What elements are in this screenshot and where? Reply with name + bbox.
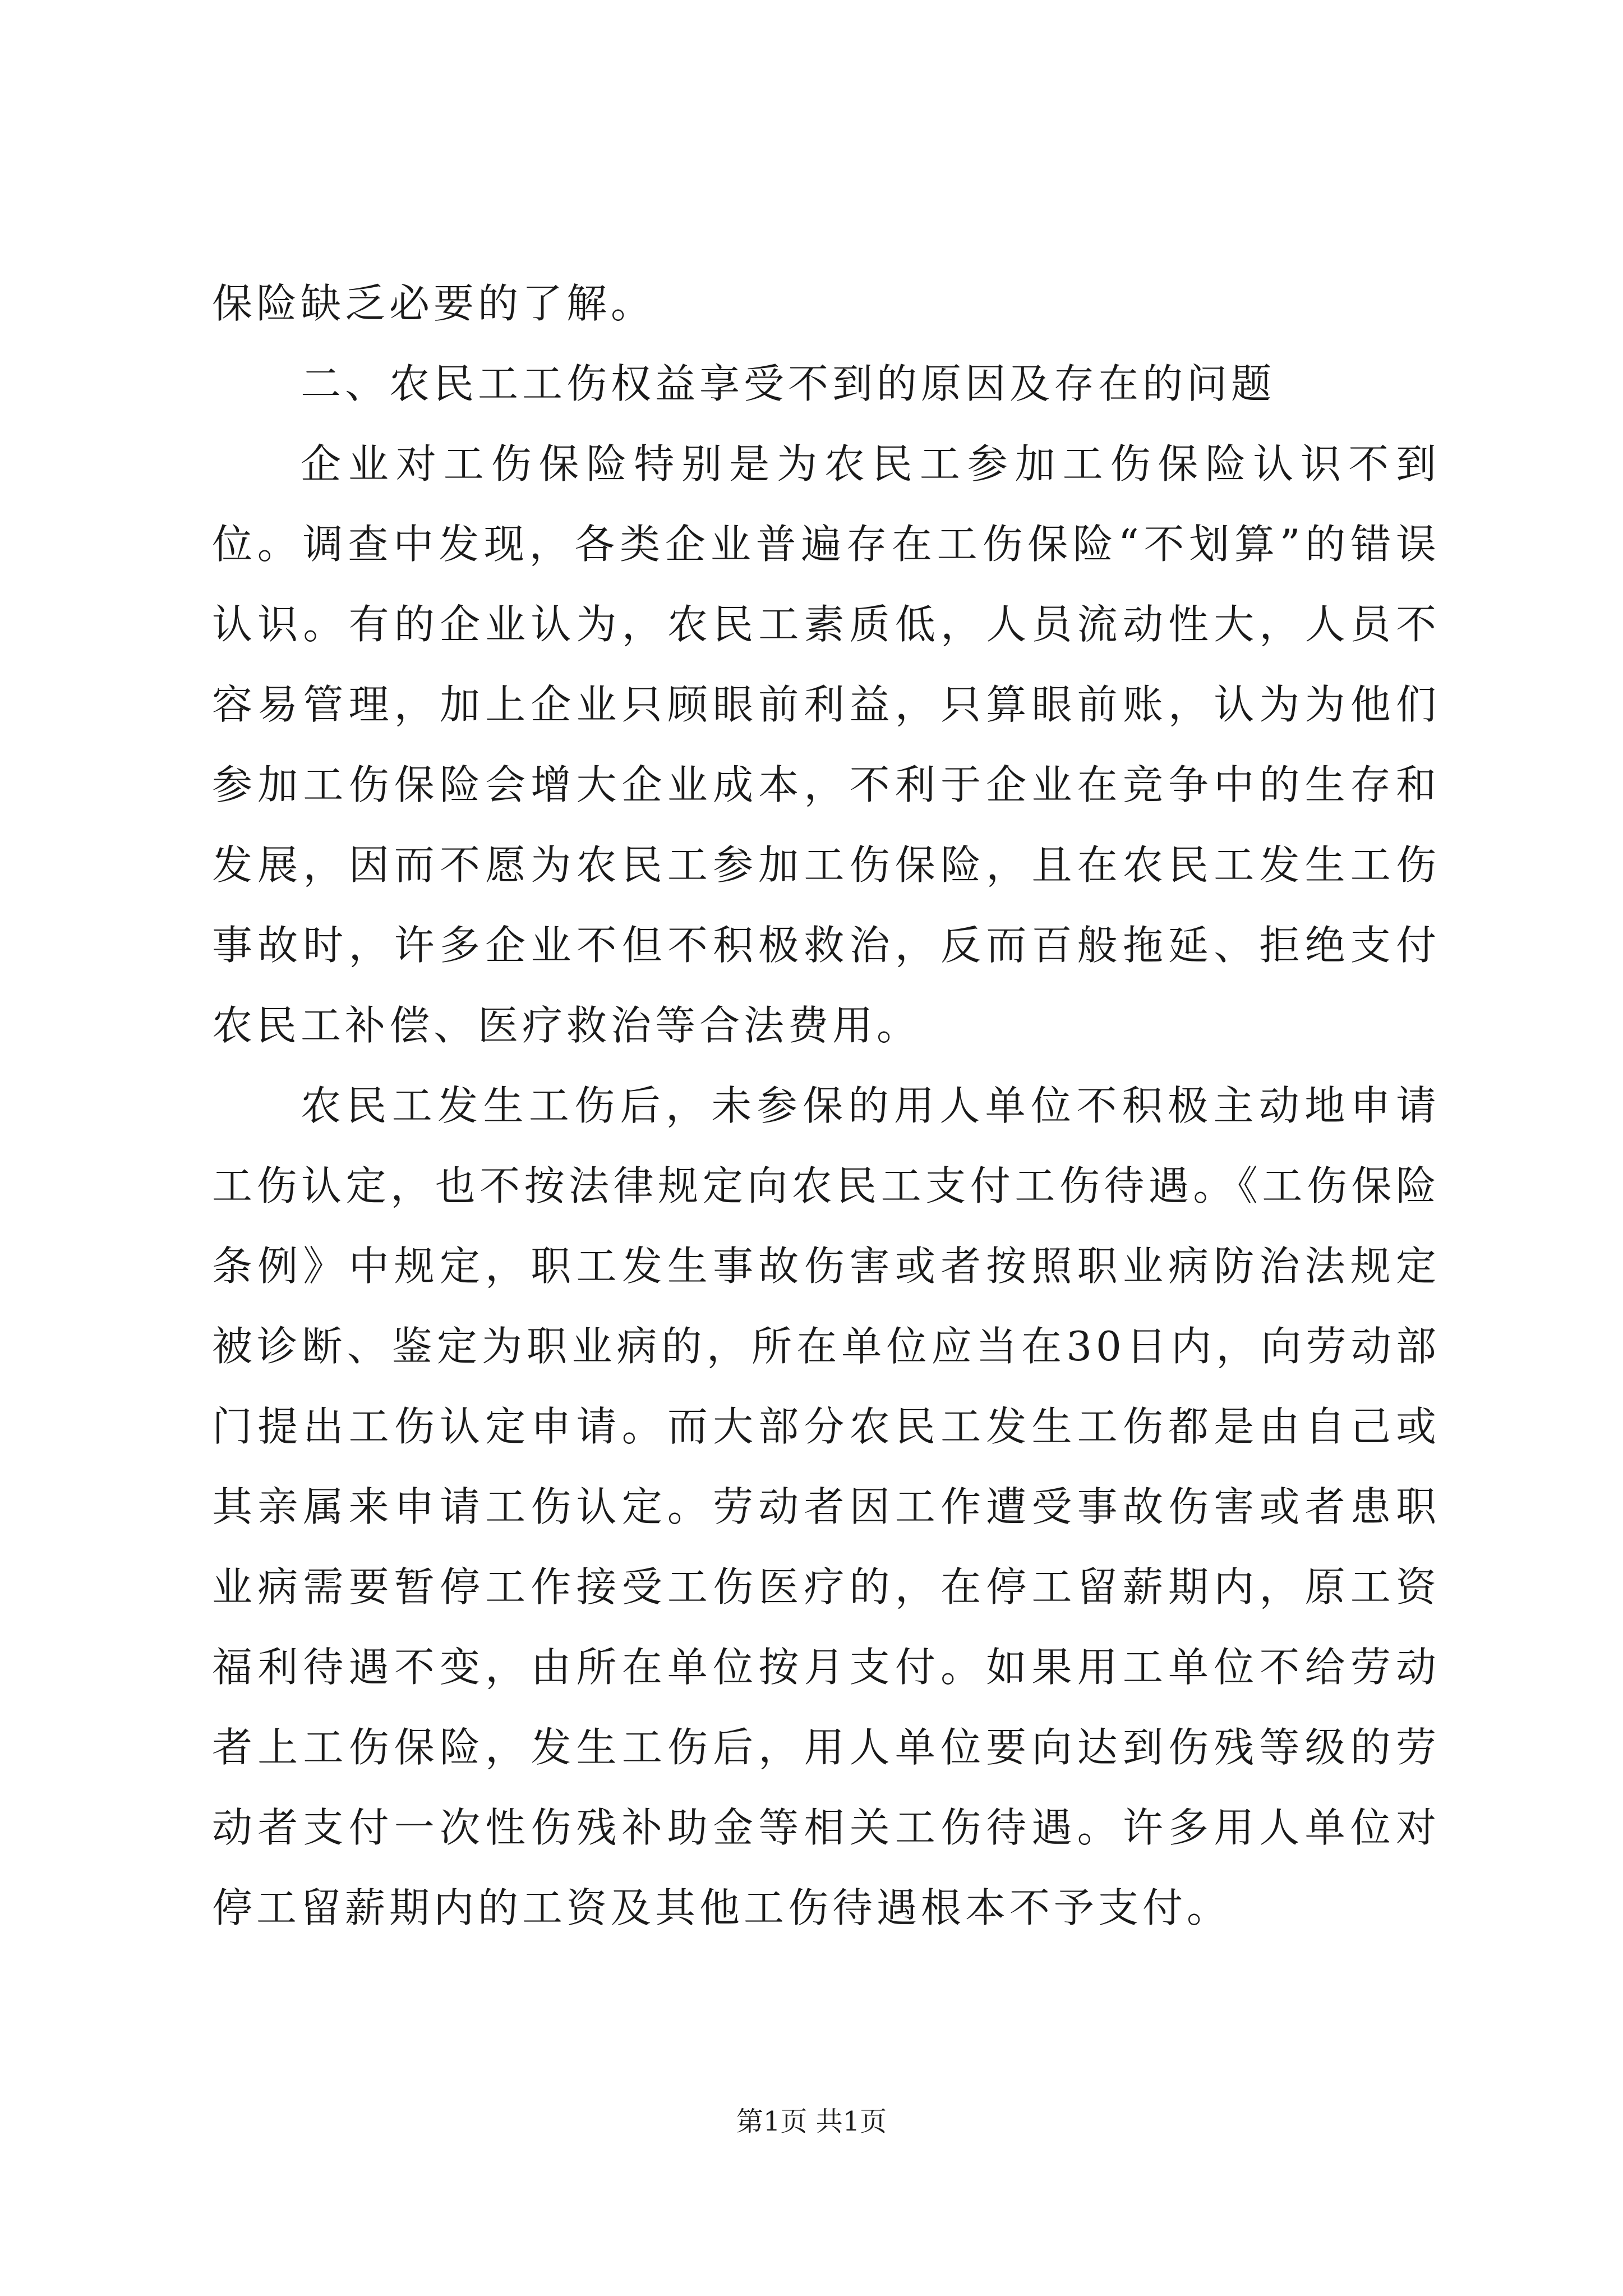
paragraph-injury-recognition: 农民工发生工伤后，未参保的用人单位不积极主动地申请工伤认定，也不按法律规定向农民工支付工伤待遇。《工伤保险条例》中规定，职工发生事故伤害或者按照职业病防治法规定被诊断、鉴定为职业病的，所在单位应当在30日内，向劳动部门提出工伤认定申请。而大部分农民工发生工伤都是由自己或其亲属来申请工伤认定。劳动者因工作遭受事故伤害或者患职业病需要暂停工作接受工伤医疗的，在停工留薪期内，原工资福利待遇不变，由所在单位按月支付。如果用工单位不给劳动者上工伤保险，发生工伤后，用人单位要向达到伤残等级的劳动者支付一次性伤残补助金等相关工伤待遇。许多用人单位对停工留薪期内的工资及其他工伤待遇根本不予支付。 <box>212 1082 1440 1931</box>
page-footer: 第1页 共1页 <box>736 2106 887 2137</box>
document-body <box>212 264 1440 1948</box>
paragraph-continuation: 保险缺乏必要的了解。 <box>212 280 656 327</box>
section-heading: 二、农民工工伤权益享受不到的原因及存在的问题 <box>301 360 1276 407</box>
paragraph-enterprise-awareness: 企业对工伤保险特别是为农民工参加工伤保险认识不到位。调查中发现，各类企业普遍存在工伤保险“不划算”的错误认识。有的企业认为，农民工素质低，人员流动性大，人员不容易管理，加上企业只顾眼前利益，只算眼前账，认为为他们参加工伤保险会增大企业成本，不利于企业在竞争中的生存和发展，因而不愿为农民工参加工伤保险，且在农民工发生工伤事故时，许多企业不但不积极救治，反而百般拖延、拒绝支付农民工补偿、医疗救治等合法费用。 <box>212 440 1440 1049</box>
